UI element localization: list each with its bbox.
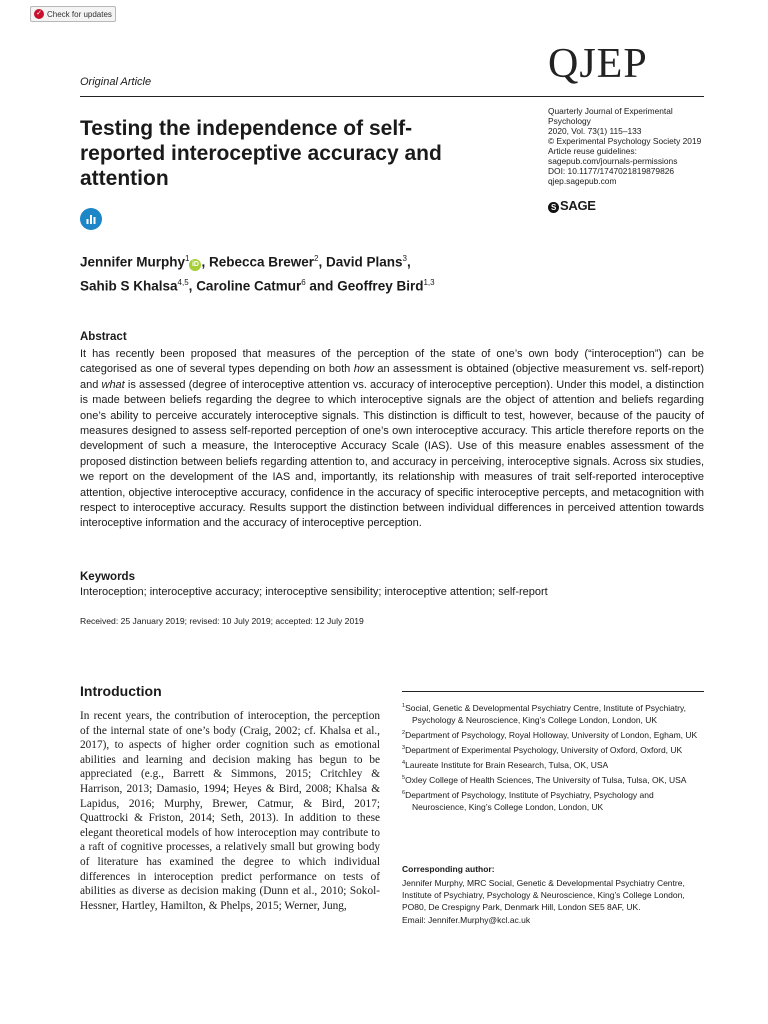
header-rule [80,96,704,97]
meta-line: Article reuse guidelines: [548,146,637,156]
sage-s-icon: S [548,202,559,213]
check-updates-label: Check for updates [47,9,112,19]
affiliation-text: Department of Experimental Psychology, University of Oxford, Oxford, UK [405,745,683,756]
affiliation-number: 2 [402,730,406,737]
orcid-icon[interactable]: iD [189,259,201,271]
keywords-text: Interoception; interoceptive accuracy; interoceptive sensibility; interoceptive attention; self-report [80,586,548,598]
affiliation-number: 4 [402,760,406,767]
affiliations [402,700,702,815]
author-name: Geoffrey Bird [337,278,424,293]
corresponding-heading: Corresponding author: [402,864,495,874]
corresponding-email[interactable]: Email: Jennifer.Murphy@kcl.ac.uk [402,914,531,925]
meta-line: Psychology [548,116,591,126]
meta-line: 2020, Vol. 73(1) 115–133 [548,126,642,136]
author-affiliation-number: 1,3 [423,277,435,287]
sage-logo [548,198,596,213]
affiliations-rule [402,691,704,692]
author-affiliation-number: 6 [301,277,306,287]
affiliation-number: 6 [402,790,406,797]
affiliation-item [402,727,702,741]
journal-url[interactable]: qjep.sagepub.com [548,176,617,186]
corresponding-author [402,877,704,926]
bar-chart-icon [80,208,102,230]
meta-line: Quarterly Journal of Experimental [548,106,673,116]
affiliation-text: Oxley College of Health Sciences, The University of Tulsa, Tulsa, OK, USA [405,775,687,786]
affiliation-item [402,742,702,756]
affiliation-text: Laureate Institute for Brain Research, Tulsa, OK, USA [405,760,609,771]
metrics-badge[interactable] [80,208,102,230]
meta-line: sagepub.com/journals-permissions [548,156,678,166]
corresponding-address: Jennifer Murphy, MRC Social, Genetic & Developmental Psychiatry Centre, Institute of Psychiatry, Psychology & Neuroscience, King’s College London, PO80, De Crespigny Park, Denmark Hill, London SE5 8AF, UK. [402,878,685,913]
abstract-run: is assessed (degree of interoceptive attention vs. accuracy of interoceptive perception). Under this model, a distinction is made between beliefs regarding the degree to which interoceptive signals are the object of attention and beliefs regarding one’s ability to perceive accurately interoceptive signals. This distinction is difficult to test, however, because of the paucity of measures designed to assess self-reported perception of one’s own interoceptive accuracy. This article therefore reports on the development of such a measure, the Interoceptive Accuracy Scale (IAS). Use of this measure enables assessment of the proposed distinction between beliefs regarding attention to, and accuracy in perceiving, interoceptive signals. Across six studies, we report on the development of the IAS and, importantly, its relationship with measures of trait self-reported interoceptive attention, objective interoceptive accuracy, confidence in the accuracy of specific interoceptive percepts, and metacognition with respect to interoceptive accuracy. Results support the distinction between individual differences in perceived attention towards interoceptive information and the accuracy of interoceptive perception. [80,378,704,530]
affiliation-item [402,772,702,786]
meta-line: © Experimental Psychology Society 2019 [548,136,702,146]
affiliation-item [402,757,702,771]
author-name: Sahib S Khalsa [80,278,178,293]
keywords-heading: Keywords [80,571,135,583]
check-for-updates-button[interactable] [30,6,116,22]
affiliation-number: 3 [402,745,406,752]
introduction-heading: Introduction [80,683,162,699]
author-affiliation-number: 3 [402,254,407,263]
article-title: Testing the independence of self-reported interoceptive accuracy and attention [80,117,442,190]
abstract-heading: Abstract [80,331,127,343]
author-separator: , [201,254,209,270]
affiliation-item [402,700,702,726]
author-name: Jennifer Murphy [80,254,186,270]
abstract-run: It has recently been proposed that measures of the perception of the state of one’s own body (“interoception”) can be categorised as one of several types depending on both [80,348,704,376]
publisher-name: SAGE [560,198,596,213]
author-separator: , [188,278,197,293]
affiliation-number: 5 [402,775,406,782]
abstract-emphasis: how [353,363,374,376]
affiliation-text: Department of Psychology, Institute of Psychiatry, Psychology and Neuroscience, King’s College London, London, UK [405,790,654,813]
author-affiliation-number: 2 [314,254,319,263]
article-dates: Received: 25 January 2019; revised: 10 July 2019; accepted: 12 July 2019 [80,616,364,626]
article-type: Original Article [80,76,152,88]
introduction-text: In recent years, the contribution of interoception, the perception of the internal state of one’s body (Craig, 2002; cf. Khalsa et al., 2017), to aspects of higher order cognition such as emotional abilities and learning and decision making has begun to be appreciated (e.g., Barrett & Simmons, 2015; Critchley & Harrison, 2013; Damasio, 1994; Heyes & Bird, 2008; Khalsa & Lapidus, 2016; Murphy, Brewer, Catmur, & Bird, 2017; Quattrocki & Friston, 2014; Seth, 2013). In addition to these elegant theoretical models of how interoception may contribute to a raft of cognitive processes, a relatively small but growing body of literature has examined the degree to which individual differences in interoception predict performance on tests of abilities as diverse as decision making (Dunn et al., 2010; Sokol-Hessner, Hartley, Hamilton, & Phelps, 2015; Werner, Jung, [80,710,380,912]
affiliation-item [402,787,702,813]
journal-meta [548,106,718,186]
abstract-emphasis: what [101,378,125,391]
affiliation-number: 1 [402,703,406,709]
author-list [80,249,640,296]
affiliation-text: Social, Genetic & Developmental Psychiatry Centre, Institute of Psychiatry, Psychology & Neuroscience, King’s College London, London, UK [405,702,686,726]
author-affiliation-number: 1 [185,254,190,263]
abstract-run: an assessment is obtained (objective measurement vs. self-report) and [80,363,704,391]
abstract-text [80,347,704,532]
crossmark-icon: ✓ [34,9,44,19]
journal-logo: QJEP [548,41,648,87]
author-separator: and [305,278,338,293]
author-separator: , [407,254,411,270]
author-name: Rebecca Brewer [208,254,315,270]
author-name: Caroline Catmur [196,278,302,293]
author-name: David Plans [326,254,403,270]
author-affiliation-number: 4,5 [177,277,189,287]
affiliation-text: Department of Psychology, Royal Holloway, University of London, Egham, UK [405,730,698,741]
doi-line: DOI: 10.1177/1747021819879826 [548,166,675,176]
author-separator: , [318,254,327,270]
